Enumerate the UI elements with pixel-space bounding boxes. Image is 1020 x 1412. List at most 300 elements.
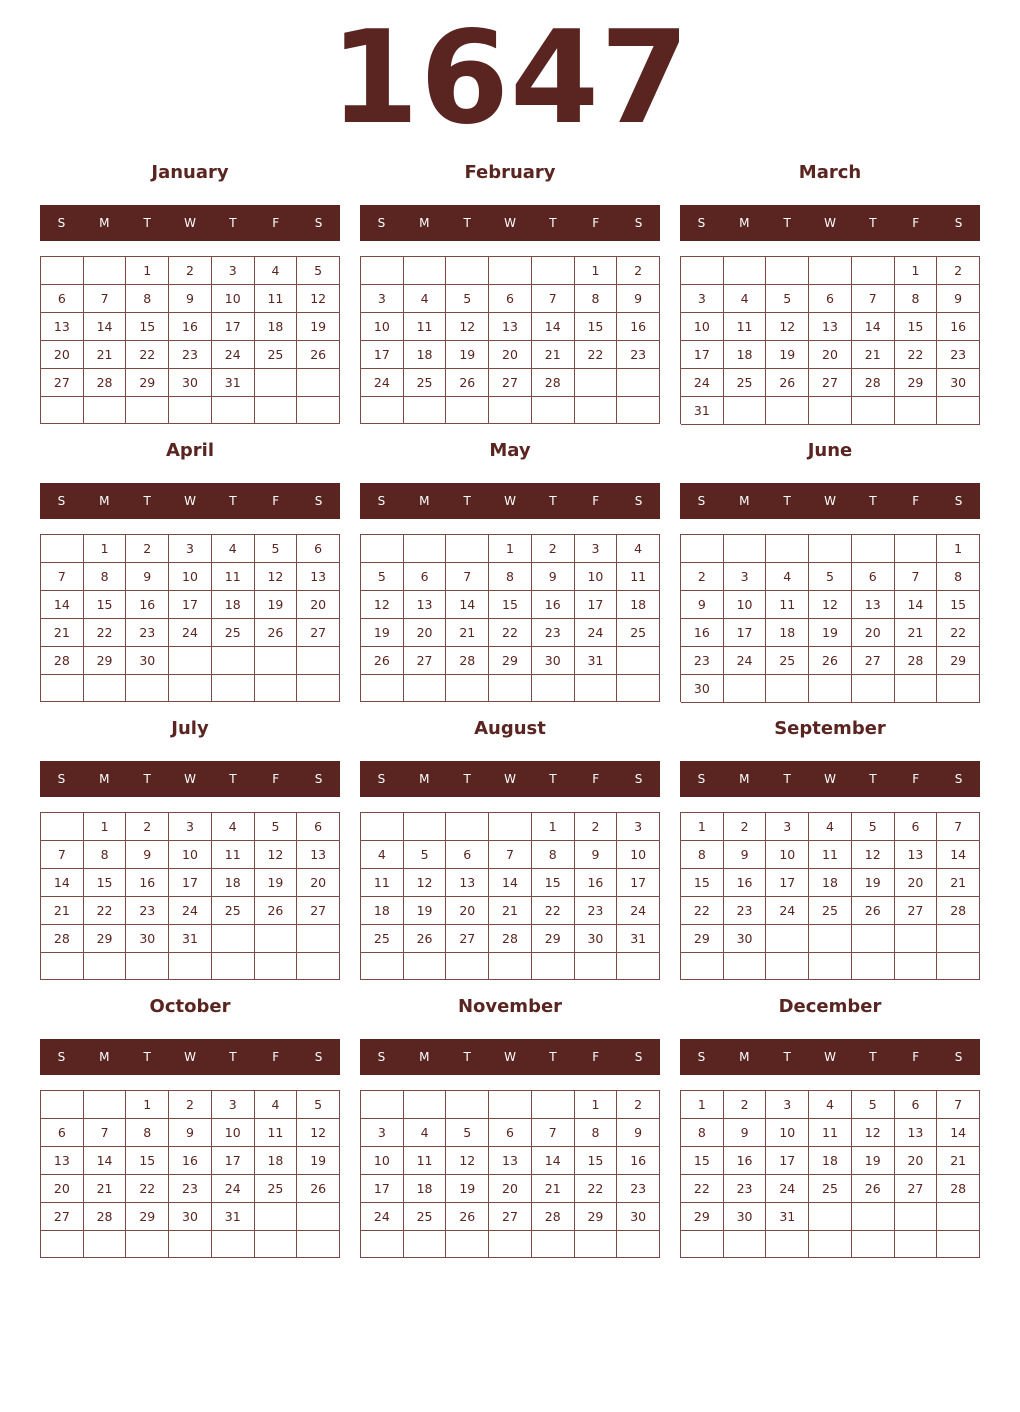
day-cell: 18: [809, 869, 852, 897]
day-cell: 9: [681, 591, 724, 619]
day-cell: 13: [852, 591, 895, 619]
day-cell: 18: [404, 1175, 447, 1203]
day-cell: 10: [681, 313, 724, 341]
day-cell: 27: [446, 925, 489, 953]
day-cell: 13: [489, 1147, 532, 1175]
day-cell: 22: [126, 341, 169, 369]
day-cell: 15: [575, 313, 618, 341]
day-cell: [724, 1231, 767, 1258]
weekday-label: W: [184, 772, 196, 786]
day-cell: [404, 813, 447, 841]
day-cell: 9: [617, 1119, 660, 1147]
day-cell: 18: [255, 313, 298, 341]
weekday-label: T: [549, 772, 557, 786]
day-cell: 12: [361, 591, 404, 619]
day-cell: 23: [126, 619, 169, 647]
weekday-label: S: [377, 772, 386, 786]
day-cell: 28: [84, 369, 127, 397]
day-cell: [895, 397, 938, 425]
day-cell: 28: [532, 1203, 575, 1231]
day-cell: 5: [255, 535, 298, 563]
day-cell: 11: [809, 841, 852, 869]
day-cell: [446, 1231, 489, 1258]
day-cell: 14: [532, 313, 575, 341]
weekday-label: S: [634, 1050, 643, 1064]
day-cell: 27: [895, 897, 938, 925]
day-cell: 12: [297, 285, 340, 313]
weekday-label: T: [143, 494, 151, 508]
day-cell: [575, 369, 618, 397]
day-cell: 25: [809, 1175, 852, 1203]
day-cell: [84, 953, 127, 980]
weekday-label: W: [184, 1050, 196, 1064]
day-cell: 10: [724, 591, 767, 619]
weekday-label: S: [634, 494, 643, 508]
weekday-label: S: [697, 772, 706, 786]
day-cell: 22: [489, 619, 532, 647]
day-cell: 16: [617, 1147, 660, 1175]
day-grid: [40, 256, 340, 424]
day-cell: 20: [895, 869, 938, 897]
weekday-label: T: [783, 772, 791, 786]
day-cell: 26: [766, 369, 809, 397]
day-grid: [680, 534, 980, 702]
day-cell: [41, 1091, 84, 1119]
weekday-label: T: [463, 1050, 471, 1064]
weekday-header: [680, 761, 980, 797]
day-cell: 6: [404, 563, 447, 591]
weekday-label: T: [549, 216, 557, 230]
day-cell: [766, 535, 809, 563]
day-cell: 23: [617, 341, 660, 369]
day-cell: [255, 953, 298, 980]
day-cell: 10: [169, 563, 212, 591]
day-cell: 11: [724, 313, 767, 341]
day-cell: 19: [446, 341, 489, 369]
day-cell: 19: [446, 1175, 489, 1203]
day-cell: 7: [41, 841, 84, 869]
weekday-label: M: [739, 216, 750, 230]
day-cell: 31: [575, 647, 618, 675]
day-grid: [680, 812, 980, 980]
day-cell: 18: [617, 591, 660, 619]
day-cell: 19: [809, 619, 852, 647]
day-cell: [404, 1091, 447, 1119]
day-cell: 2: [126, 535, 169, 563]
day-cell: 23: [724, 1175, 767, 1203]
weekday-label: S: [57, 1050, 66, 1064]
day-cell: 27: [404, 647, 447, 675]
day-cell: [809, 925, 852, 953]
weekday-label: S: [954, 1050, 963, 1064]
day-cell: 27: [489, 1203, 532, 1231]
day-cell: 12: [766, 313, 809, 341]
month-january: [40, 158, 340, 426]
day-cell: 20: [446, 897, 489, 925]
day-cell: 31: [766, 1203, 809, 1231]
day-cell: [404, 535, 447, 563]
day-cell: 2: [681, 563, 724, 591]
day-cell: 5: [361, 563, 404, 591]
weekday-label: T: [549, 494, 557, 508]
day-cell: 15: [84, 591, 127, 619]
weekday-label: T: [463, 772, 471, 786]
day-cell: 2: [169, 1091, 212, 1119]
day-cell: [575, 953, 618, 980]
weekday-header: [40, 483, 340, 519]
day-cell: 2: [575, 813, 618, 841]
day-cell: 15: [126, 313, 169, 341]
day-cell: 15: [575, 1147, 618, 1175]
day-cell: 6: [297, 813, 340, 841]
day-cell: 11: [361, 869, 404, 897]
day-cell: 10: [766, 1119, 809, 1147]
month-july: [40, 714, 340, 982]
day-cell: 3: [212, 1091, 255, 1119]
day-cell: 10: [617, 841, 660, 869]
weekday-label: W: [824, 494, 836, 508]
day-cell: 14: [532, 1147, 575, 1175]
day-cell: 12: [297, 1119, 340, 1147]
weekday-label: W: [824, 216, 836, 230]
weekday-label: T: [783, 494, 791, 508]
month-december: [680, 992, 980, 1260]
day-cell: 29: [681, 1203, 724, 1231]
day-cell: [212, 953, 255, 980]
day-cell: 4: [212, 535, 255, 563]
day-cell: 4: [404, 1119, 447, 1147]
weekday-label: S: [57, 772, 66, 786]
weekday-label: S: [377, 1050, 386, 1064]
weekday-label: M: [419, 772, 430, 786]
day-cell: [489, 257, 532, 285]
day-cell: 19: [255, 869, 298, 897]
day-cell: 24: [169, 897, 212, 925]
day-cell: [766, 675, 809, 703]
weekday-label: F: [592, 494, 600, 508]
weekday-label: S: [377, 216, 386, 230]
day-cell: [255, 397, 298, 424]
day-cell: 8: [126, 285, 169, 313]
weekday-label: T: [869, 772, 877, 786]
day-cell: 6: [41, 285, 84, 313]
day-cell: [681, 1231, 724, 1258]
weekday-header: [360, 483, 660, 519]
day-cell: 19: [852, 869, 895, 897]
day-cell: [255, 369, 298, 397]
day-cell: 28: [937, 1175, 980, 1203]
weekday-label: M: [419, 494, 430, 508]
day-cell: [169, 953, 212, 980]
weekday-label: W: [504, 494, 516, 508]
day-cell: 29: [575, 1203, 618, 1231]
weekday-header: [680, 483, 980, 519]
day-cell: 8: [681, 1119, 724, 1147]
day-cell: 16: [617, 313, 660, 341]
day-cell: [361, 953, 404, 980]
day-cell: 24: [617, 897, 660, 925]
day-cell: 21: [937, 869, 980, 897]
day-cell: 10: [361, 313, 404, 341]
day-cell: 12: [852, 841, 895, 869]
day-cell: 10: [766, 841, 809, 869]
day-cell: 7: [532, 285, 575, 313]
day-cell: [169, 675, 212, 702]
day-cell: 23: [575, 897, 618, 925]
day-cell: [212, 1231, 255, 1258]
weekday-label: M: [739, 772, 750, 786]
day-cell: [766, 953, 809, 980]
day-cell: 26: [404, 925, 447, 953]
day-cell: 21: [852, 341, 895, 369]
day-cell: 31: [169, 925, 212, 953]
day-cell: 29: [126, 1203, 169, 1231]
day-cell: 7: [84, 1119, 127, 1147]
day-cell: [681, 257, 724, 285]
day-cell: [212, 925, 255, 953]
day-cell: 8: [575, 1119, 618, 1147]
day-cell: [404, 675, 447, 702]
day-cell: 3: [724, 563, 767, 591]
day-cell: [41, 397, 84, 424]
month-name: November: [457, 996, 563, 1017]
day-cell: 29: [84, 647, 127, 675]
day-cell: [361, 1091, 404, 1119]
day-cell: 15: [681, 869, 724, 897]
day-cell: 1: [126, 1091, 169, 1119]
day-cell: [212, 647, 255, 675]
month-november: [360, 992, 660, 1260]
day-cell: [361, 675, 404, 702]
day-cell: [297, 369, 340, 397]
weekday-label: W: [824, 772, 836, 786]
day-cell: 16: [169, 313, 212, 341]
day-cell: 21: [446, 619, 489, 647]
day-cell: 29: [489, 647, 532, 675]
day-cell: 17: [575, 591, 618, 619]
day-cell: 14: [489, 869, 532, 897]
day-cell: 2: [724, 813, 767, 841]
day-cell: [404, 953, 447, 980]
day-cell: 28: [895, 647, 938, 675]
weekday-label: S: [697, 1050, 706, 1064]
day-cell: 19: [766, 341, 809, 369]
day-cell: 3: [361, 285, 404, 313]
weekday-header: [360, 205, 660, 241]
day-cell: 1: [84, 535, 127, 563]
day-cell: [895, 535, 938, 563]
weekday-label: W: [824, 1050, 836, 1064]
day-cell: 15: [489, 591, 532, 619]
day-cell: 13: [895, 1119, 938, 1147]
day-cell: 27: [41, 1203, 84, 1231]
day-cell: 30: [937, 369, 980, 397]
day-cell: 11: [255, 285, 298, 313]
day-cell: 16: [532, 591, 575, 619]
day-cell: 19: [297, 1147, 340, 1175]
day-cell: 30: [169, 1203, 212, 1231]
day-cell: 4: [809, 1091, 852, 1119]
year-title: 1647: [329, 4, 691, 153]
day-cell: [297, 397, 340, 424]
day-cell: [446, 257, 489, 285]
day-cell: 23: [169, 341, 212, 369]
day-cell: 6: [809, 285, 852, 313]
day-cell: 5: [255, 813, 298, 841]
weekday-label: W: [504, 216, 516, 230]
day-cell: 11: [617, 563, 660, 591]
day-cell: 16: [724, 1147, 767, 1175]
day-cell: 6: [446, 841, 489, 869]
day-cell: 28: [41, 647, 84, 675]
day-cell: 14: [41, 591, 84, 619]
day-grid: [40, 1090, 340, 1258]
day-cell: 4: [361, 841, 404, 869]
day-cell: [532, 953, 575, 980]
day-cell: 24: [361, 1203, 404, 1231]
day-cell: [41, 675, 84, 702]
day-cell: 24: [169, 619, 212, 647]
day-cell: 5: [446, 285, 489, 313]
day-cell: 23: [532, 619, 575, 647]
day-cell: [212, 675, 255, 702]
day-cell: 24: [681, 369, 724, 397]
day-cell: 1: [489, 535, 532, 563]
day-cell: 26: [255, 897, 298, 925]
day-cell: 4: [404, 285, 447, 313]
day-cell: [575, 397, 618, 424]
weekday-header: [680, 1039, 980, 1075]
day-cell: [852, 925, 895, 953]
day-cell: [41, 535, 84, 563]
day-cell: 7: [532, 1119, 575, 1147]
day-cell: 16: [575, 869, 618, 897]
day-cell: 13: [404, 591, 447, 619]
day-cell: 2: [617, 1091, 660, 1119]
day-cell: 22: [575, 1175, 618, 1203]
weekday-label: M: [419, 216, 430, 230]
day-cell: 12: [446, 1147, 489, 1175]
day-cell: [937, 675, 980, 703]
day-cell: 11: [212, 563, 255, 591]
day-cell: 8: [84, 563, 127, 591]
day-cell: [41, 1231, 84, 1258]
month-name: October: [149, 996, 231, 1017]
day-cell: [404, 1231, 447, 1258]
day-cell: [809, 675, 852, 703]
day-cell: [532, 257, 575, 285]
day-cell: 20: [489, 1175, 532, 1203]
day-cell: 14: [446, 591, 489, 619]
day-grid: [40, 534, 340, 702]
day-cell: 29: [681, 925, 724, 953]
day-cell: [41, 813, 84, 841]
day-cell: [532, 1231, 575, 1258]
day-cell: 17: [361, 1175, 404, 1203]
day-cell: 18: [212, 591, 255, 619]
day-cell: 20: [404, 619, 447, 647]
day-cell: 16: [169, 1147, 212, 1175]
day-cell: [255, 675, 298, 702]
weekday-label: M: [419, 1050, 430, 1064]
day-cell: 17: [617, 869, 660, 897]
day-cell: [937, 397, 980, 425]
weekday-label: S: [314, 494, 323, 508]
weekday-label: M: [99, 216, 110, 230]
day-cell: 7: [895, 563, 938, 591]
day-cell: 6: [489, 1119, 532, 1147]
day-cell: 9: [169, 285, 212, 313]
day-cell: [297, 1203, 340, 1231]
weekday-label: W: [504, 772, 516, 786]
day-cell: [297, 675, 340, 702]
day-cell: 13: [446, 869, 489, 897]
month-name: August: [474, 718, 546, 739]
day-cell: [895, 1203, 938, 1231]
day-cell: [809, 1231, 852, 1258]
day-cell: [617, 675, 660, 702]
day-cell: 3: [169, 535, 212, 563]
weekday-label: T: [869, 494, 877, 508]
day-cell: 26: [297, 341, 340, 369]
day-cell: 20: [895, 1147, 938, 1175]
day-cell: 2: [532, 535, 575, 563]
weekday-label: W: [184, 216, 196, 230]
day-cell: 3: [361, 1119, 404, 1147]
month-september: [680, 714, 980, 982]
day-cell: [41, 257, 84, 285]
day-cell: 27: [297, 619, 340, 647]
day-cell: 14: [84, 1147, 127, 1175]
day-cell: 17: [212, 1147, 255, 1175]
weekday-label: F: [272, 1050, 280, 1064]
day-cell: 8: [937, 563, 980, 591]
day-cell: 5: [809, 563, 852, 591]
weekday-label: F: [272, 216, 280, 230]
day-cell: 22: [681, 1175, 724, 1203]
day-cell: 21: [937, 1147, 980, 1175]
day-cell: 19: [255, 591, 298, 619]
day-cell: 26: [852, 1175, 895, 1203]
day-cell: 31: [212, 369, 255, 397]
day-cell: [297, 647, 340, 675]
day-cell: 5: [404, 841, 447, 869]
day-cell: 11: [766, 591, 809, 619]
day-cell: [766, 925, 809, 953]
day-cell: 9: [169, 1119, 212, 1147]
day-cell: [617, 397, 660, 424]
day-cell: 26: [297, 1175, 340, 1203]
day-cell: [169, 397, 212, 424]
day-cell: [809, 1203, 852, 1231]
day-cell: [937, 953, 980, 980]
day-cell: 28: [446, 647, 489, 675]
day-cell: 30: [126, 925, 169, 953]
day-cell: 25: [766, 647, 809, 675]
day-cell: [446, 1091, 489, 1119]
month-name: January: [151, 162, 229, 183]
day-cell: 26: [446, 1203, 489, 1231]
day-cell: 25: [404, 369, 447, 397]
day-cell: 30: [724, 925, 767, 953]
day-cell: 13: [809, 313, 852, 341]
day-cell: 28: [489, 925, 532, 953]
day-cell: 17: [766, 1147, 809, 1175]
day-cell: 3: [169, 813, 212, 841]
day-cell: 25: [212, 619, 255, 647]
weekday-label: T: [783, 1050, 791, 1064]
weekday-label: T: [549, 1050, 557, 1064]
